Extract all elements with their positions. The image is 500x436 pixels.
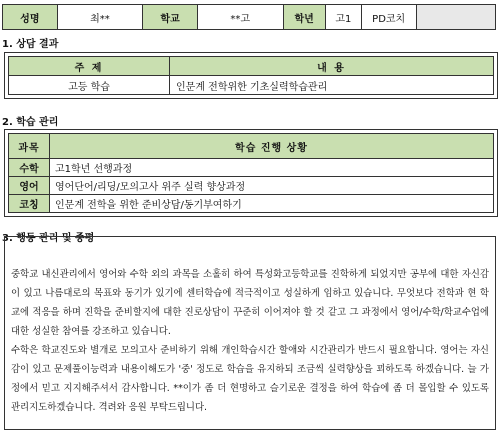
status-cell: 인문계 전학을 위한 준비상담/동기부여하기 [50,195,494,213]
section1-title: 1. 상담 결과 [2,39,59,50]
name-label: 성명 [3,5,58,30]
study-management-box [4,129,498,217]
student-info-table [2,4,496,30]
topic-cell: 고등 학습 [9,76,170,95]
name-value: 최** [57,5,143,30]
subject-cell: 수학 [9,159,50,177]
grade-label: 학년 [283,5,325,30]
consult-result-table [8,56,494,95]
subject-cell: 코칭 [9,195,50,213]
col-topic-header: 주 제 [9,57,170,76]
consult-result-box [4,52,498,99]
comment-paragraph-2: 수학은 학교진도와 별개로 모의고사 준비하기 위해 개인학습시간 할애와 시간관리가 반드시 필요합니다. 영어는 자신감이 있고 문제풀이능력과 내용이해도가 '중' 정도로 학습을 유지하되 조금씩 실력향상을 꾀하도록 하겠습니다. 늘 가정에서 믿고 지지해주셔서 감사합니다. **이가 좀 더 현명하고 슬기로운 결정을 하여 학습에 좀 더 몰입할 수 있도록 관리지도하겠습니다. 격려와 응원 부탁드립니다. [11,345,489,413]
status-cell: 고1학년 선행과정 [50,159,494,177]
col-content-header: 내 용 [170,57,494,76]
section2-title: 2. 학습 관리 [2,117,59,128]
overall-comment-box [4,236,496,430]
status-cell: 영어단어/리딩/모의고사 위주 실력 향상과정 [50,177,494,195]
comment-paragraph-1: 중학교 내신관리에서 영어와 수학 외의 과목을 소홀히 하여 특성화고등학교를 진학하게 되었지만 공부에 대한 자신감이 있고 나름대로의 목표와 동기가 있기에 센터학습에 적극적이고 성실하게 임하고 있습니다. 무엇보다 전학과 현 학교에 적응을 하며 진학을 준비할지에 대한 진로상담이 꾸준히 이어져야 할 것 같고 그 과정에서 영어/수학/학교수업에 대한 성실한 참여를 강조하고 있습니다. [11,269,489,337]
col-status-header: 학습 진행 상황 [50,134,494,159]
table-row [9,159,494,177]
table-row [9,177,494,195]
table-row [9,195,494,213]
content-cell: 인문계 전학위한 기초실력학습관리 [170,76,494,95]
grade-value: 고1 [325,5,361,30]
school-label: 학교 [143,5,198,30]
school-value: **고 [197,5,283,30]
subject-cell: 영어 [9,177,50,195]
coach-value-redacted [416,5,495,30]
coach-label: PD코치 [361,5,416,30]
study-management-table [8,133,494,213]
col-subject-header: 과목 [9,134,50,159]
section3-title: 3. 행동 관리 및 종평 [2,233,95,244]
